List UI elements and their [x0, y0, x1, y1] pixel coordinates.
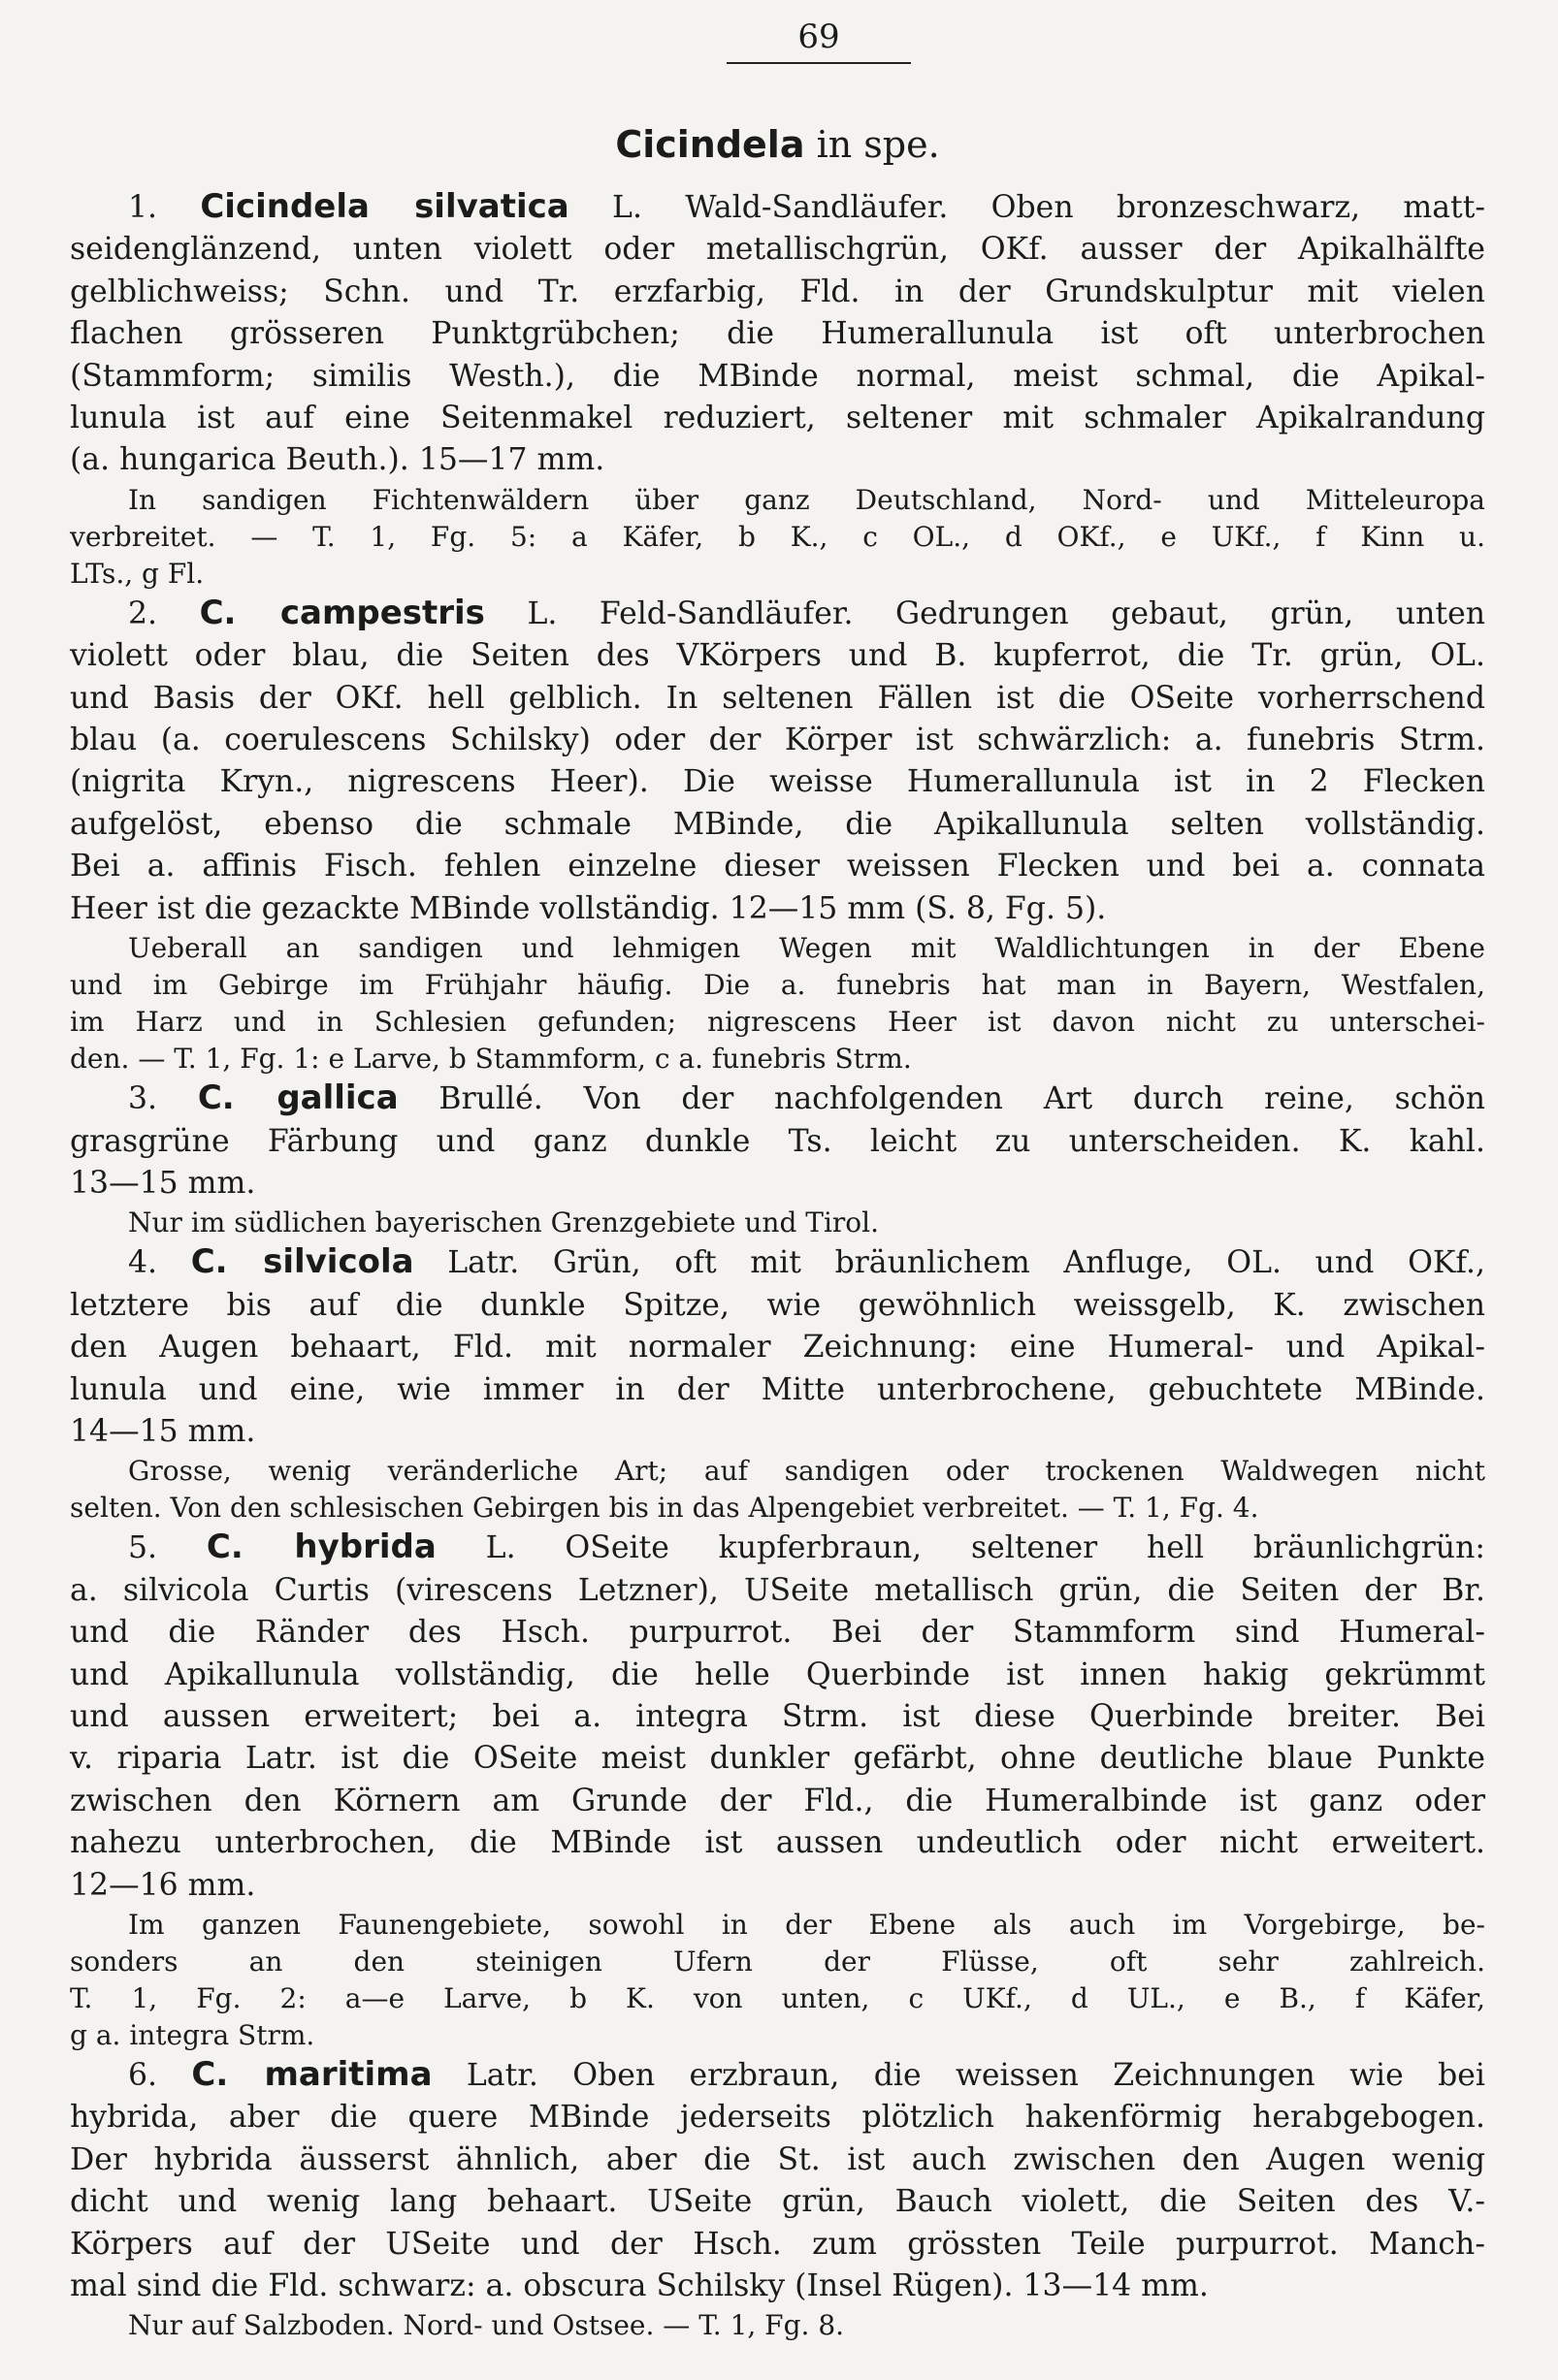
- species-description: [70, 186, 1485, 482]
- text-line: Nur im südlichen bayerischen Grenzgebiete und Tirol.: [128, 1206, 880, 1239]
- text-line: Heer ist die gezackte MBinde vollständig. 12—15 mm (S. 8, Fg. 5).: [70, 890, 1107, 926]
- text-line: zwischen den Körnern am Grunde der Fld., die Humeralbinde ist ganz oder: [70, 1783, 1485, 1818]
- line-text: Latr. Grün, oft mit bräunlichem Anfluge, OL. und OKf.,: [413, 1245, 1485, 1281]
- text-line: T. 1, Fg. 2: a—e Larve, b K. von unten, c UKf., d UL., e B., f Käfer,: [70, 1982, 1485, 2014]
- species-distribution: [70, 930, 1485, 1077]
- species-number: 5.: [128, 1530, 207, 1566]
- text-line: nahezu unterbrochen, die MBinde ist aussen undeutlich oder nicht erweitert.: [70, 1825, 1485, 1861]
- text-line: sonders an den steinigen Ufern der Flüsse, oft sehr zahlreich.: [70, 1946, 1485, 1978]
- text-line: [70, 1527, 1485, 1569]
- species-distribution: [70, 1907, 1485, 2054]
- text-line: blau (a. coerulescens Schilsky) oder der Körper ist schwärzlich: a. funebris Strm.: [70, 723, 1485, 758]
- species-entry: [70, 1241, 1485, 1527]
- species-distribution: [70, 482, 1485, 593]
- text-line: gelblichweiss; Schn. und Tr. erzfarbig, Fld. in der Grundskulptur mit vielen: [70, 273, 1485, 309]
- line-text: L. Wald-Sandläufer. Oben bronzeschwarz, matt-: [568, 190, 1485, 225]
- text-line: im Harz und in Schlesien gefunden; nigrescens Heer ist davon nicht zu unterschei-: [70, 1006, 1485, 1039]
- line-text: L. OSeite kupferbraun, seltener hell bräunlichgrün:: [436, 1530, 1485, 1566]
- species-number: 4.: [128, 1245, 191, 1281]
- text-line: Körpers auf der USeite und der Hsch. zum grössten Teile purpurrot. Manch-: [70, 2226, 1485, 2262]
- line-text: Latr. Oben erzbraun, die weissen Zeichnungen wie bei: [432, 2058, 1485, 2093]
- species-description: [70, 1241, 1485, 1453]
- species-entry: [70, 1077, 1485, 1241]
- text-line: a. silvicola Curtis (virescens Letzner), USeite metallisch grün, die Seiten der Br.: [70, 1572, 1485, 1608]
- text-line: und Apikallunula vollständig, die helle Querbinde ist innen hakig gekrümmt: [70, 1656, 1485, 1692]
- section-title-rest: in spe.: [804, 123, 940, 166]
- text-line: Der hybrida äusserst ähnlich, aber die St. ist auch zwischen den Augen wenig: [70, 2141, 1485, 2177]
- species-name: Cicindela silvatica: [200, 187, 569, 226]
- text-line: verbreitet. — T. 1, Fg. 5: a Käfer, b K., c OL., d OKf., e UKf., f Kinn u.: [70, 520, 1485, 553]
- text-line: [70, 1241, 1485, 1284]
- text-line: LTs., g Fl.: [70, 557, 205, 590]
- page-number: 69: [797, 17, 840, 56]
- text-line: 14—15 mm.: [70, 1413, 256, 1449]
- text-line: 12—16 mm.: [70, 1867, 256, 1903]
- species-name: C. maritima: [191, 2055, 433, 2094]
- text-line: violett oder blau, die Seiten des VKörpers und B. kupferrot, die Tr. grün, OL.: [70, 638, 1485, 674]
- species-name: C. campestris: [199, 593, 485, 632]
- text-line: [70, 2054, 1485, 2097]
- header-rule: [727, 62, 911, 64]
- species-entry: [70, 593, 1485, 1077]
- species-description: [70, 593, 1485, 930]
- text-line: den. — T. 1, Fg. 1: e Larve, b Stammform, c a. funebris Strm.: [70, 1043, 912, 1076]
- text-line: aufgelöst, ebenso die schmale MBinde, die Apikallunula selten vollständig.: [70, 806, 1485, 842]
- text-line: letztere bis auf die dunkle Spitze, wie gewöhnlich weissgelb, K. zwischen: [70, 1287, 1485, 1323]
- text-line: flachen grösseren Punktgrübchen; die Humerallunula ist oft unterbrochen: [70, 316, 1485, 352]
- species-number: 3.: [128, 1081, 198, 1117]
- species-name: C. hybrida: [206, 1528, 437, 1567]
- text-line: v. riparia Latr. ist die OSeite meist dunkler gefärbt, ohne deutliche blaue Punkte: [70, 1741, 1485, 1777]
- text-line: selten. Von den schlesischen Gebirgen bis in das Alpengebiet verbreitet. — T. 1, Fg. 4.: [70, 1492, 1259, 1525]
- section-genus: Cicindela: [615, 123, 805, 166]
- text-line: lunula ist auf eine Seitenmakel reduziert, seltener mit schmaler Apikalrandung: [70, 401, 1485, 436]
- text-line: 13—15 mm.: [70, 1165, 256, 1201]
- text-line: und Basis der OKf. hell gelblich. In seltenen Fällen ist die OSeite vorherrschend: [70, 680, 1485, 716]
- species-description: [70, 1527, 1485, 1907]
- text-line: und die Ränder des Hsch. purpurrot. Bei der Stammform sind Humeral-: [70, 1615, 1485, 1651]
- text-line: grasgrüne Färbung und ganz dunkle Ts. leicht zu unterscheiden. K. kahl.: [70, 1123, 1485, 1159]
- species-list: [70, 186, 1485, 2344]
- species-distribution: [70, 2307, 1485, 2344]
- species-name: C. gallica: [197, 1078, 399, 1118]
- text-line: und im Gebirge im Frühjahr häufig. Die a. funebris hat man in Bayern, Westfalen,: [70, 969, 1485, 1002]
- species-distribution: [70, 1453, 1485, 1527]
- species-number: 2.: [128, 595, 200, 631]
- text-line: Bei a. affinis Fisch. fehlen einzelne dieser weissen Flecken und bei a. connata: [70, 849, 1485, 884]
- text-line: mal sind die Fld. schwarz: a. obscura Schilsky (Insel Rügen). 13—14 mm.: [70, 2268, 1209, 2304]
- text-line: dicht und wenig lang behaart. USeite grün, Bauch violett, die Seiten des V.-: [70, 2184, 1485, 2220]
- line-text: L. Feld-Sandläufer. Gedrungen gebaut, grün, unten: [484, 595, 1486, 631]
- text-line: und aussen erweitert; bei a. integra Strm. ist diese Querbinde breiter. Bei: [70, 1698, 1485, 1734]
- text-line: hybrida, aber die quere MBinde jederseits plötzlich hakenförmig herabgebogen.: [70, 2100, 1485, 2136]
- text-line: g a. integra Strm.: [70, 2019, 315, 2051]
- species-name: C. silvicola: [190, 1242, 414, 1282]
- text-line: Im ganzen Faunengebiete, sowohl in der Ebene als auch im Vorgebirge, be-: [128, 1909, 1485, 1941]
- text-line: Ueberall an sandigen und lehmigen Wegen mit Waldlichtungen in der Ebene: [128, 932, 1485, 965]
- text-line: In sandigen Fichtenwäldern über ganz Deutschland, Nord- und Mitteleuropa: [128, 483, 1485, 516]
- text-line: (a. hungarica Beuth.). 15—17 mm.: [70, 442, 605, 478]
- text-line: seidenglänzend, unten violett oder metallischgrün, OKf. ausser der Apikalhälfte: [70, 232, 1485, 268]
- text-line: Nur auf Salzboden. Nord- und Ostsee. — T. 1, Fg. 8.: [128, 2309, 845, 2342]
- text-line: [70, 186, 1485, 229]
- text-line: lunula und eine, wie immer in der Mitte unterbrochene, gebuchtete MBinde.: [70, 1371, 1485, 1407]
- species-description: [70, 1077, 1485, 1205]
- species-entry: [70, 1527, 1485, 2054]
- species-entry: [70, 2054, 1485, 2344]
- section-title: [70, 122, 1485, 167]
- species-description: [70, 2054, 1485, 2307]
- text-line: [70, 1077, 1485, 1120]
- species-number: 1.: [128, 190, 201, 225]
- species-number: 6.: [128, 2058, 192, 2093]
- text-line: (nigrita Kryn., nigrescens Heer). Die weisse Humerallunula ist in 2 Flecken: [70, 764, 1485, 800]
- text-line: den Augen behaart, Fld. mit normaler Zeichnung: eine Humeral- und Apikal-: [70, 1330, 1485, 1366]
- species-entry: [70, 186, 1485, 593]
- line-text: Brullé. Von der nachfolgenden Art durch reine, schön: [398, 1081, 1485, 1117]
- text-line: Grosse, wenig veränderliche Art; auf sandigen oder trockenen Waldwegen nicht: [128, 1455, 1485, 1488]
- species-distribution: [70, 1205, 1485, 1241]
- text-line: [70, 593, 1485, 635]
- text-line: (Stammform; similis Westh.), die MBinde normal, meist schmal, die Apikal-: [70, 358, 1485, 394]
